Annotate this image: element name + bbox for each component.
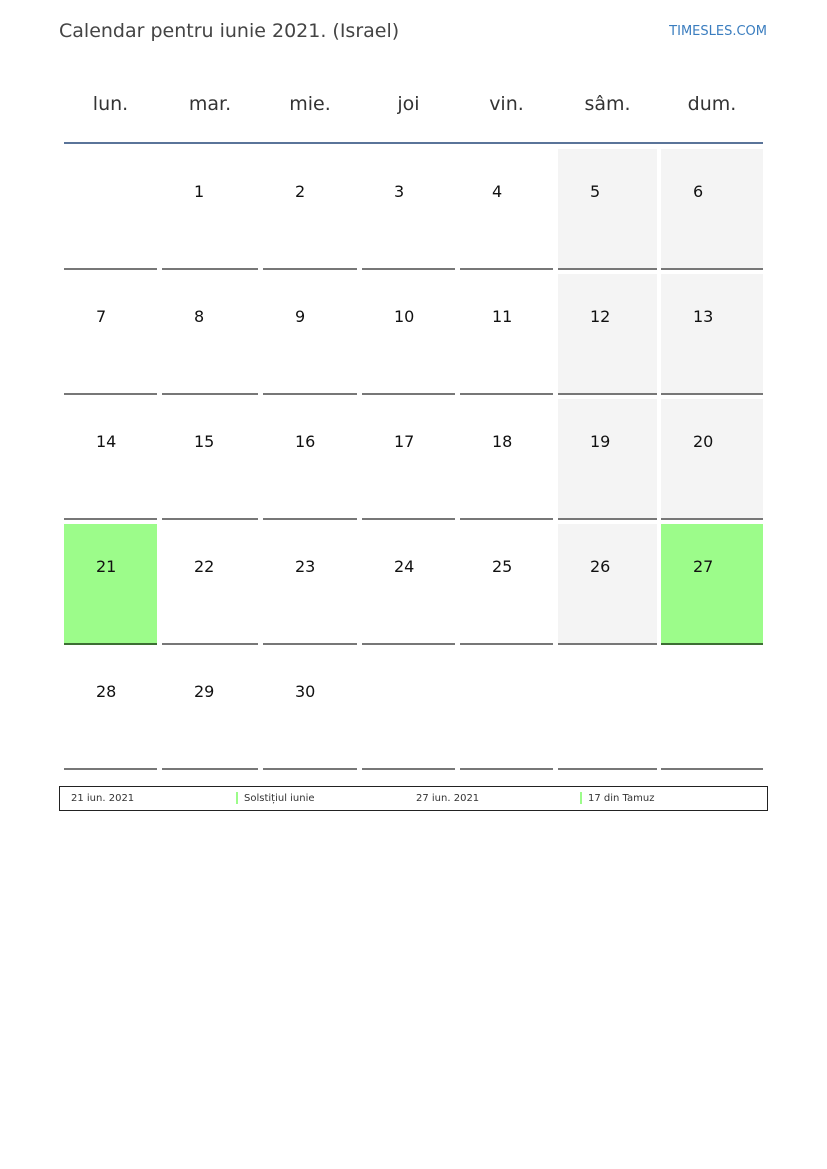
day-cell [558,399,657,520]
day-cell [460,274,553,395]
day-number: 18 [492,432,513,451]
weekday-sat: sâm. [584,93,631,115]
weekday-header [64,90,763,118]
day-cell [263,524,357,645]
day-number: 14 [96,432,117,451]
day-cell [558,149,657,270]
day-number: 13 [693,307,714,326]
day-cell [362,524,455,645]
day-number: 15 [194,432,215,451]
day-cell [460,149,553,270]
day-cell [162,149,258,270]
weekday-wed: mie. [289,93,331,115]
day-cell [558,649,657,770]
day-number: 4 [492,182,503,201]
day-cell [64,399,157,520]
day-cell [64,649,157,770]
legend-marker-1 [236,792,238,804]
day-cell [460,649,553,770]
day-number: 27 [693,557,714,576]
day-cell [162,274,258,395]
day-cell [362,274,455,395]
day-number: 28 [96,682,117,701]
day-cell [558,274,657,395]
day-cell [661,149,763,270]
day-cell [460,524,553,645]
day-cell [362,149,455,270]
brand-link[interactable]: TIMESLES.COM [669,24,767,39]
day-cell [162,649,258,770]
day-number: 26 [590,557,611,576]
day-number: 6 [693,182,704,201]
weekday-thu: joi [397,93,420,115]
day-number: 23 [295,557,316,576]
day-number: 8 [194,307,205,326]
day-cell [263,649,357,770]
legend-date-2: 27 iun. 2021 [416,793,480,804]
day-number: 22 [194,557,215,576]
day-number: 2 [295,182,306,201]
day-number: 7 [96,307,107,326]
day-number: 19 [590,432,611,451]
day-cell [263,399,357,520]
day-number: 3 [394,182,405,201]
day-number: 16 [295,432,316,451]
day-number: 11 [492,307,513,326]
weekday-sun: dum. [687,93,737,115]
day-cell [64,149,157,270]
day-cell [661,399,763,520]
day-cell [460,399,553,520]
day-cell [162,399,258,520]
day-cell [162,524,258,645]
legend-marker-2 [580,792,582,804]
weekday-fri: vin. [489,93,524,115]
day-number: 21 [96,557,117,576]
weekday-mon: lun. [92,93,129,115]
day-number: 25 [492,557,513,576]
day-number: 17 [394,432,415,451]
day-cell [661,649,763,770]
legend-holiday-2: 17 din Tamuz [588,793,655,804]
day-cell [661,524,763,645]
day-cell [362,399,455,520]
day-cell [64,524,157,645]
day-number: 20 [693,432,714,451]
page-title: Calendar pentru iunie 2021. (Israel) [59,20,400,42]
day-number: 12 [590,307,611,326]
day-cell [263,274,357,395]
day-cell [661,274,763,395]
day-cell [263,149,357,270]
header-rule [64,142,763,144]
day-number: 24 [394,557,415,576]
day-number: 30 [295,682,316,701]
day-number: 1 [194,182,205,201]
day-cell [64,274,157,395]
legend-date-1: 21 iun. 2021 [71,793,135,804]
holiday-legend [59,786,768,811]
legend-holiday-1: Solstițiul iunie [244,793,315,804]
day-number: 29 [194,682,215,701]
day-cell [362,649,455,770]
weekday-tue: mar. [188,93,232,115]
day-number: 5 [590,182,601,201]
day-number: 10 [394,307,415,326]
day-number: 9 [295,307,306,326]
day-cell [558,524,657,645]
